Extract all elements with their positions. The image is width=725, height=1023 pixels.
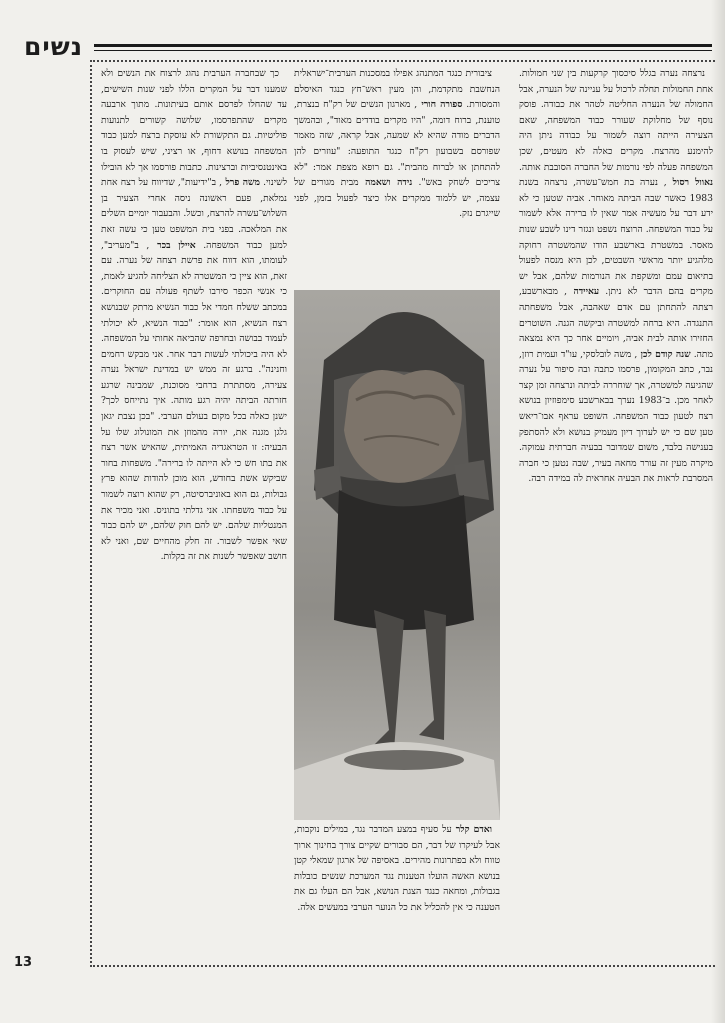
article-text: ב־1983 נערך בבארשבע סימפוזיון בנושא רצח לטעון כבוד המשפחה. השופט עראף אבו־ריאש טען שם כי יש לערוך דיון מעמיק בנושא ולא להסתפק בענישה בלבד, משום שמדובר בבעיה חברתית עמוקה. [519, 395, 713, 454]
article-text: כך שבחברה הערבית נהוג לרצוח את הנשים ולא שמענו דבר על המקרים הללו לפני שנות השישים, עד שהחלו לפרסם אותם בעיתונות. מתוך ארבעה מקרים שהתפרסמו, שלושה קשורים לתנועות פוליטיות. [101, 68, 287, 142]
column-right [519, 66, 713, 959]
article-frame-left [90, 60, 94, 963]
article-text: פוסק נוסף של מחלוקת שעורר כבוד המשפחה, שאם הצעירה הייתה רוצה לשמור על כבודה ניתן היה להימנע מהרצח. מקרים כאלה לא מעטים, שכן המשפחה פעלה לפי נורמות של החברה הסובבת אותה. [519, 99, 713, 173]
article-paragraph [101, 66, 287, 565]
article-text: ציבורית כנגד המתנהג אפילו במסכנות הערבית־ישראלית הנחשבת מתקדמת, והן מעין ראש־חץ כנגד האיסלם והמסורת. [294, 68, 500, 111]
inline-name-bold: נאוול רסול [666, 177, 713, 189]
article-text: משפחות בחור שביקש אשת בחודש, הוא מוכן להודות שהוא פרץ גבולות, גם הוא באוניברסיטה, רק שהוא רוצה לשמור על כבוד משפחתו. [101, 457, 287, 516]
article-paragraph [519, 66, 713, 487]
woman-carrying-stone-illustration [294, 290, 500, 820]
inline-name-bold: משה פרל [222, 177, 260, 189]
article-text: נרצחה נערה בגלל סיכסוך קרקעות בין שני חמולות. אחת החמולות תחלה לרכול על עניינה של הנערה, אבל החמולה של הנערה החליטה לטהר את כבודה. [519, 68, 713, 111]
inline-name-bold: עאיידה [567, 286, 600, 298]
article-text: באסיפה של ארגון שמאלי קטן בנושא האשה הועלו הטענות נגד המערכת שנשים כובלות בגבולות, ומחאה כנגד הצגת הנושא, אבל הם העלו גם את הטענה כי אין להכליל את כל הנוער הערבי במעשים אלה. [294, 855, 500, 913]
inline-name-bold: נידה ושאמה [358, 177, 413, 189]
article-photo [294, 290, 500, 820]
article-text: אני גדלתי בתוניס. ואני מכיר את המנטליות שלהם. יש להם חוק שלהם, יש להם כבוד שאי אפשר לשבור. זה חלק מהחיים שם, ואני לא חושב שאפשר לשנות את זה בקלות. [101, 504, 287, 563]
article-text: במשטרת בארשבע הודו שהמשטרה רחוקה מלהגיע יותר מראשי השבטים, לכן היא מנסה לפעול בתיאום עמם ומשקפת את הנורמות שלהם, אבל יש מקרים בהם הדבר לא ניתן. [519, 239, 713, 298]
article-paragraph [294, 822, 500, 916]
inline-name-bold: ואדם קלר [451, 824, 493, 835]
article-text: ברגע זה ממש יש במדינת ישראל נערה צעירה, מסתתרת ברחבי מסוכנת, שמבינה שרגע חזרתה הביתה יהיה רגע מותה. איך נתייחס לכך? ישנן כאלה בכל מקום בעולם הערבי. [101, 364, 287, 423]
page-number: 13 [14, 955, 33, 970]
header-rule [94, 44, 712, 47]
article-text: , מארגון הנשים של רק"ח בנצרת, טוענת, ברוח דומה, "היו מקרים בודדים מאוד", ובהמשך הדברים מודה שהיא לא שמעה, אבל קראה, שזה מאמר שפורסם בשבועון רק"ח כנגד התופעה: "עוזרים להן להתחתן או לברוח מהבית". גם רופא מצפת אמר: "לא צריכים לשחק באש". [294, 99, 500, 189]
article-text: במכתב ששלח חמדי אל כבוד הנשיא מרתק שבנושא רצח הנשיא, הוא אומר: "כבוד הנשיא, לא יכולתי לעמוד בבושה ובחרפה שהביאה אחותי על המשפחה. לא היה ביכולתי לעשות דבר אחר. אני מבקש רחמים וחנינה". [101, 301, 287, 376]
column-left [101, 66, 287, 959]
article-text: על סעיף במצע המדבר נגד, במילים נוקבות, אבל לעיקרו של דבר, הם סבורים שקיים צורך בחינוך ארוך טווח ולא בפתרונות מהירים. [294, 824, 500, 867]
header-rule-thin [94, 50, 712, 51]
article-paragraph [294, 66, 500, 222]
article-text: , משה לובלסקי, עו"ד ועמית רוזן, נבר, כתב המקומון, פרסמו כתבה ובה סיפור על נערה שהגיעה למשטרה, אך שוחררה לביתה ונרצחה זמן קצר לאחר מכן. [519, 348, 713, 407]
section-title: נשים [24, 32, 84, 61]
column-middle-bottom [294, 822, 500, 962]
inline-name-bold: איילן בכר [149, 239, 196, 251]
article-text: , מבארשבע, רצתה להתחתן עם אדם שאהבה, אבל משפחתה התנגדה. היא ברחה למשטרה וביקשה הגנה. השוטרים החזירו אותה לבית אביה, ויומיים אחר כך היא נמצאה מתה. [519, 286, 713, 360]
column-middle-top [294, 66, 500, 290]
article-text: , נערה בת חמש־עשרה, נרצחה בשנת 1983 כאשר שבה הביתה מאוחר. אביה שטען כי לא ידע דבר על מעשיה אמר שאין לו ברירה אלא לשמור על כבוד המשפחה. הרוצח נשפט ונגזר דינו לשבע שנות מאסר. [519, 177, 713, 251]
article-text: "בכן נצבת יגאן גלגן מגנה את, יורה מהמוזן את המונולוג שלו על הבעיה: זו הטראגדיה האמיתית, שהאיש אשר רצח את בתו חש כי לא הייתה לו ברירה". [101, 411, 287, 469]
article-text: גם התקשורת לא עוסקת ברצח למען כבוד המשפחה בנושא דחוף, או רציני, שיש לעסוק בו באינטנסיביות וברצינות. כתבות פורסמו אך לא הובילו לשינוי. [101, 130, 287, 189]
inline-name-bold: שנה קודם לכן [637, 348, 691, 360]
article-text: מיקרה מעין זה עורר מחאה בעיר, שבה נטען כי חברה המסרבת לראות את הבעיה אחראית לה במידה רבה. [519, 457, 713, 485]
article-text: מבית מגורים של עצמה, יש ללמוד ממקרים אלו כיצד לפעול בזמן, לפני שייגרם נזק. [294, 177, 500, 220]
article-text: , ב"מעריב", לעומתו, הוא דווח את פרשת רצחה של נערה. עם זאת, הוא ציין כי המשטרה לא הצליחה להגיע לאמת, כי אנשי הכפר סירבו לשתף פעולה עם החוקרים. [101, 239, 287, 298]
article-text: , ב"ידיעות", שדיווח על רצח אחת נמלאת, פעם ראשונה ניסה אחרי הצעיר בן השלוש־עשרה להרצח, וכשל. והבעבור יומיים השלים את המלאכה. בפני בית המשפט טען כי עשה זאת למען כבוד המשפחה. [101, 177, 287, 251]
inline-name-bold: ספורה חורי [417, 99, 463, 111]
